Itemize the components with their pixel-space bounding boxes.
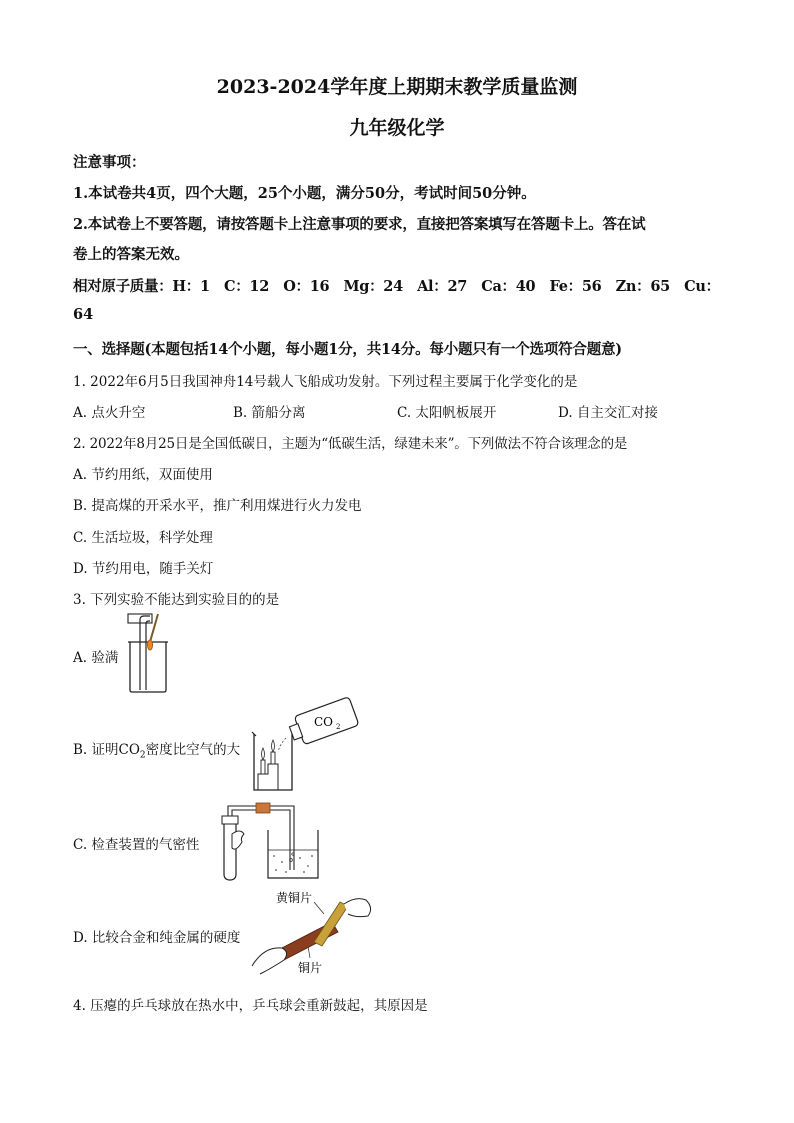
atomic-mass-line: 相对原子质量：H：1 C：12 O：16 Mg：24 Al：27 Ca：40 Fe：56 Zn：65 Cu： xyxy=(73,278,720,295)
q2-option-d: D. 节约用电，随手关灯 xyxy=(73,561,214,577)
metal-hardness-figure xyxy=(248,888,378,976)
label-copper: 铜片 xyxy=(298,961,323,975)
q1-option-b: B. 箭船分离 xyxy=(233,405,306,421)
q3-option-b-prefix: B. 证明 xyxy=(73,742,119,758)
section-1-heading: 一、选择题(本题包括14个小题，每小题1分，共14分。每小题只有一个选项符合题意) xyxy=(73,341,622,358)
notice-heading: 注意事项： xyxy=(73,154,146,171)
question-1-stem: 1. 2022年6月5日我国神舟14号载人飞船成功发射。下列过程主要属于化学变化的是 xyxy=(73,374,578,390)
q1-option-c: C. 太阳帆板展开 xyxy=(397,405,497,421)
bottle-label-sub: 2 xyxy=(336,723,341,731)
co2-subscript: 2 xyxy=(139,750,146,761)
q1-option-a: A. 点火升空 xyxy=(73,405,146,421)
q3-option-d: D. 比较合金和纯金属的硬度 xyxy=(73,930,241,946)
exam-subtitle: 九年级化学 xyxy=(349,117,445,139)
question-2-stem: 2. 2022年8月25日是全国低碳日，主题为“低碳生活，绿建未来”。下列做法不符合该理念的是 xyxy=(73,436,628,452)
q3-option-b xyxy=(73,738,240,761)
label-brass: 黄铜片 xyxy=(276,891,313,905)
notice-item-2-cont: 卷上的答案无效。 xyxy=(73,246,189,263)
gas-jar-figure xyxy=(120,612,170,694)
q3-option-a: A. 验满 xyxy=(73,650,119,666)
atomic-mass-line-cont: 64 xyxy=(73,306,94,323)
bottle-label: CO xyxy=(314,715,334,729)
co2-formula: CO xyxy=(118,742,140,758)
question-3-stem: 3. 下列实验不能达到实验目的的是 xyxy=(73,592,280,608)
notice-item-2: 2.本试卷上不要答题，请按答题卡上注意事项的要求，直接把答案填写在答题卡上。答在试 xyxy=(73,216,646,233)
q3-option-c: C. 检查装置的气密性 xyxy=(73,837,200,853)
exam-title: 2023-2024学年度上期期末教学质量监测 xyxy=(216,76,578,98)
candles-beaker-figure xyxy=(244,694,364,794)
q2-option-a: A. 节约用纸，双面使用 xyxy=(73,467,213,483)
notice-item-1: 1.本试卷共4页，四个大题，25个小题，满分50分，考试时间50分钟。 xyxy=(73,185,536,202)
q2-option-c: C. 生活垃圾，科学处理 xyxy=(73,530,213,546)
question-4-stem: 4. 压瘪的乒乓球放在热水中，乒乓球会重新鼓起，其原因是 xyxy=(73,998,428,1014)
q2-option-b: B. 提高煤的开采水平，推广利用煤进行火力发电 xyxy=(73,498,362,514)
q1-option-d: D. 自主交汇对接 xyxy=(558,405,658,421)
q3-option-b-suffix: 密度比空气的大 xyxy=(145,742,241,758)
airtightness-figure xyxy=(210,800,322,882)
